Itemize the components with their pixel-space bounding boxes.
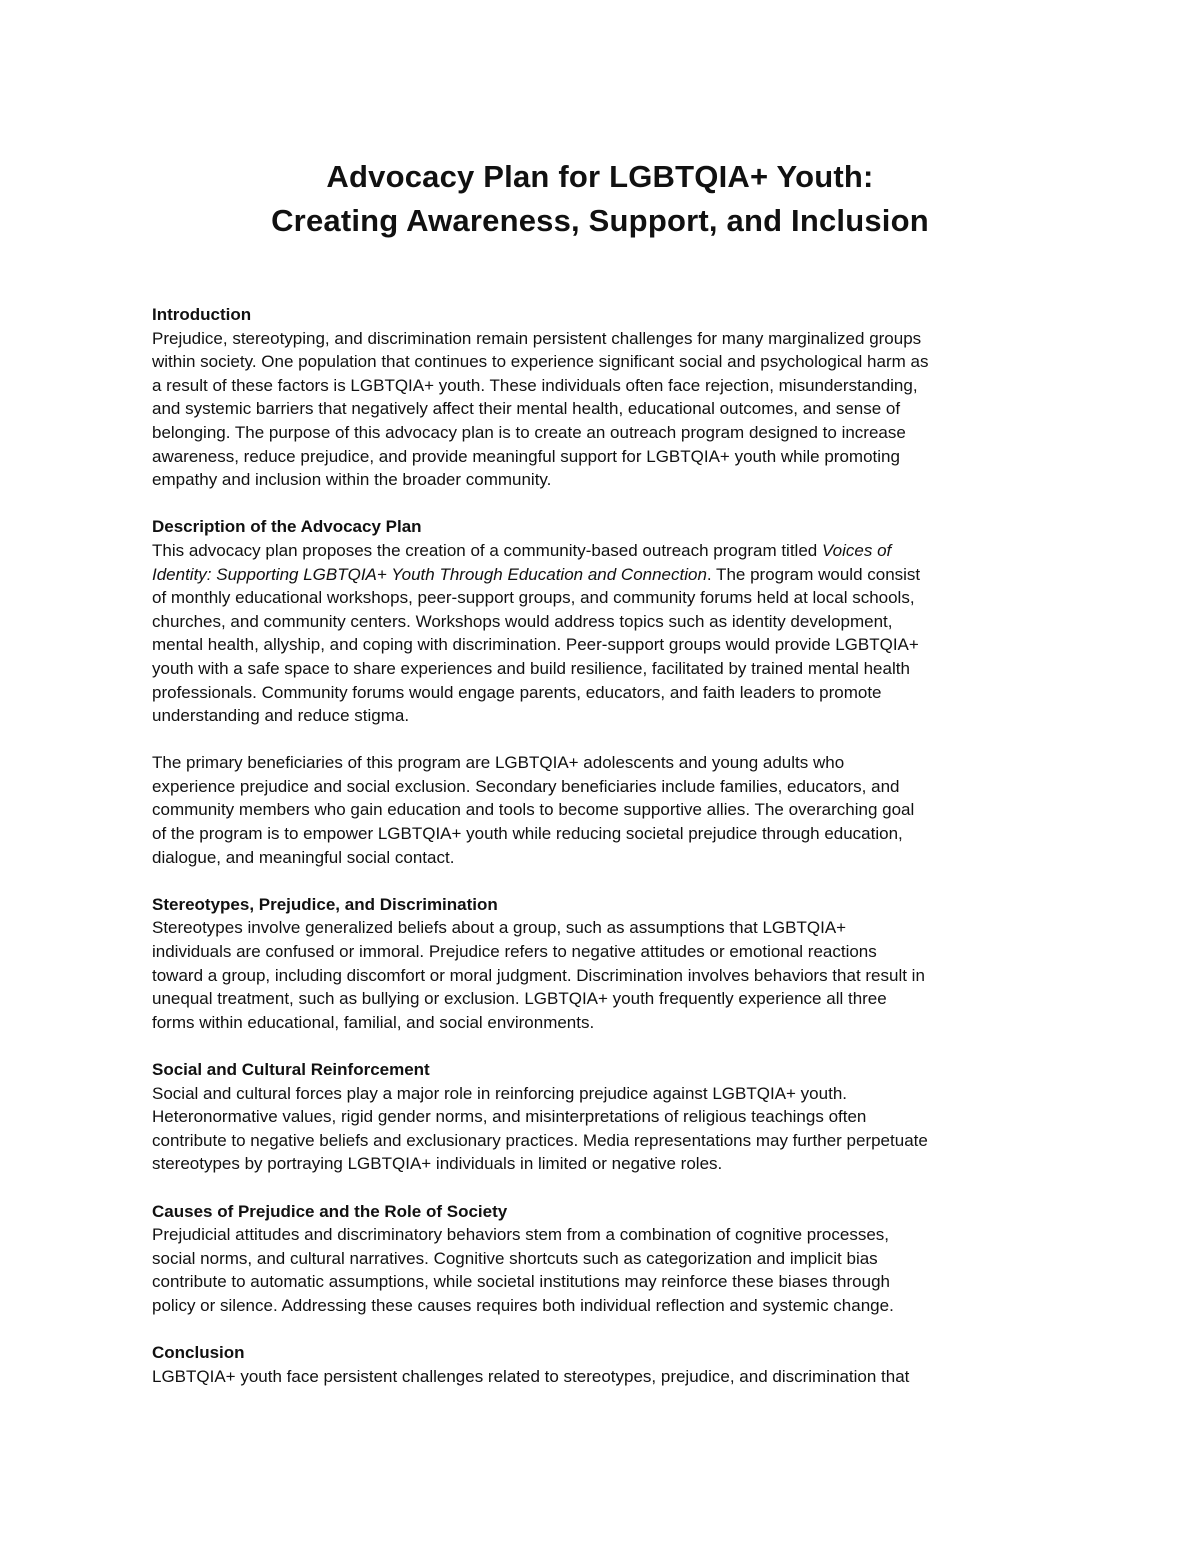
text-line: and systemic barriers that negatively affect their mental health, educational outcomes, and sense of bbox=[152, 399, 901, 419]
text-line: community members who gain education and tools to become supportive allies. The overarching goal bbox=[152, 800, 915, 820]
text-line: Prejudice, stereotyping, and discrimination remain persistent challenges for many marginalized groups bbox=[152, 328, 922, 348]
text-line: dialogue, and meaningful social contact. bbox=[152, 847, 455, 867]
paragraph bbox=[152, 916, 1057, 1034]
text-line bbox=[152, 563, 1057, 587]
text-line: contribute to negative beliefs and exclusionary practices. Media representations may further perpetuate bbox=[152, 1130, 928, 1150]
paragraph bbox=[152, 1223, 1057, 1317]
text-line: of monthly educational workshops, peer-support groups, and community forums held at local schools, bbox=[152, 588, 915, 608]
text-line: professionals. Community forums would engage parents, educators, and faith leaders to promote bbox=[152, 682, 882, 702]
text-line: forms within educational, familial, and social environments. bbox=[152, 1012, 595, 1032]
section-conclusion bbox=[152, 1341, 1057, 1388]
paragraph bbox=[152, 1365, 1057, 1389]
paragraph bbox=[152, 539, 1057, 728]
paragraph bbox=[152, 751, 1057, 869]
text-line: stereotypes by portraying LGBTQIA+ individuals in limited or negative roles. bbox=[152, 1154, 723, 1174]
program-title-italic: Identity: Supporting LGBTQIA+ Youth Through Education and Connection bbox=[152, 564, 707, 584]
section-stereotypes bbox=[152, 893, 1057, 1035]
text-line bbox=[152, 539, 1057, 563]
text-line: a result of these factors is LGBTQIA+ youth. These individuals often face rejection, misunderstanding, bbox=[152, 375, 918, 395]
text-span: This advocacy plan proposes the creation of a community-based outreach program titled bbox=[152, 540, 822, 560]
text-line: belonging. The purpose of this advocacy plan is to create an outreach program designed to increase bbox=[152, 422, 906, 442]
section-heading: Social and Cultural Reinforcement bbox=[152, 1060, 430, 1079]
title-line-1: Advocacy Plan for LGBTQIA+ Youth: bbox=[326, 159, 874, 194]
text-line: toward a group, including discomfort or moral judgment. Discrimination involves behaviors that result in bbox=[152, 965, 925, 985]
text-line: experience prejudice and social exclusion. Secondary beneficiaries include families, educators, and bbox=[152, 776, 900, 796]
text-span: . The program would consist bbox=[706, 564, 921, 584]
document-body bbox=[152, 303, 1057, 1412]
text-line: mental health, allyship, and coping with discrimination. Peer-support groups would provide LGBTQIA+ bbox=[152, 635, 919, 655]
text-line: individuals are confused or immoral. Prejudice refers to negative attitudes or emotional reactions bbox=[152, 942, 877, 962]
title-line-2: Creating Awareness, Support, and Inclusion bbox=[271, 203, 929, 238]
program-title-italic: Voices of bbox=[821, 540, 892, 560]
section-heading: Description of the Advocacy Plan bbox=[152, 517, 422, 537]
section-heading: Introduction bbox=[152, 305, 252, 324]
paragraph bbox=[152, 327, 1057, 492]
section-social-cultural bbox=[152, 1058, 1057, 1176]
text-line: social norms, and cultural narratives. Cognitive shortcuts such as categorization and implicit bias bbox=[152, 1248, 878, 1268]
section-heading: Conclusion bbox=[152, 1343, 245, 1363]
section-causes bbox=[152, 1200, 1057, 1318]
section-heading: Causes of Prejudice and the Role of Society bbox=[152, 1201, 508, 1221]
text-line: empathy and inclusion within the broader community. bbox=[152, 470, 552, 490]
text-line: Stereotypes involve generalized beliefs about a group, such as assumptions that LGBTQIA+ bbox=[152, 918, 847, 938]
text-line: understanding and reduce stigma. bbox=[152, 706, 410, 726]
section-introduction bbox=[152, 303, 1057, 492]
text-line: Heteronormative values, rigid gender norms, and misinterpretations of religious teachings often bbox=[152, 1107, 867, 1127]
text-line: policy or silence. Addressing these causes requires both individual reflection and systemic change. bbox=[152, 1295, 894, 1315]
text-line: unequal treatment, such as bullying or exclusion. LGBTQIA+ youth frequently experience all three bbox=[152, 989, 887, 1009]
section-description bbox=[152, 515, 1057, 869]
text-line: youth with a safe space to share experiences and build resilience, facilitated by trained mental health bbox=[152, 658, 910, 678]
section-heading: Stereotypes, Prejudice, and Discrimination bbox=[152, 894, 498, 914]
text-line: LGBTQIA+ youth face persistent challenges related to stereotypes, prejudice, and discrimination that bbox=[152, 1366, 910, 1386]
text-line: The primary beneficiaries of this program are LGBTQIA+ adolescents and young adults who bbox=[152, 753, 845, 773]
text-line: within society. One population that continues to experience significant social and psychological harm as bbox=[152, 352, 929, 372]
text-line: Social and cultural forces play a major role in reinforcing prejudice against LGBTQIA+ youth. bbox=[152, 1083, 847, 1103]
text-line: contribute to automatic assumptions, while societal institutions may reinforce these biases through bbox=[152, 1272, 890, 1292]
text-line: churches, and community centers. Workshops would address topics such as identity development, bbox=[152, 611, 893, 631]
document-title bbox=[0, 155, 1200, 243]
text-line: of the program is to empower LGBTQIA+ youth while reducing societal prejudice through education, bbox=[152, 824, 903, 844]
text-line: Prejudicial attitudes and discriminatory behaviors stem from a combination of cognitive processes, bbox=[152, 1225, 890, 1245]
text-line: awareness, reduce prejudice, and provide meaningful support for LGBTQIA+ youth while promoting bbox=[152, 446, 900, 466]
paragraph bbox=[152, 1082, 1057, 1176]
